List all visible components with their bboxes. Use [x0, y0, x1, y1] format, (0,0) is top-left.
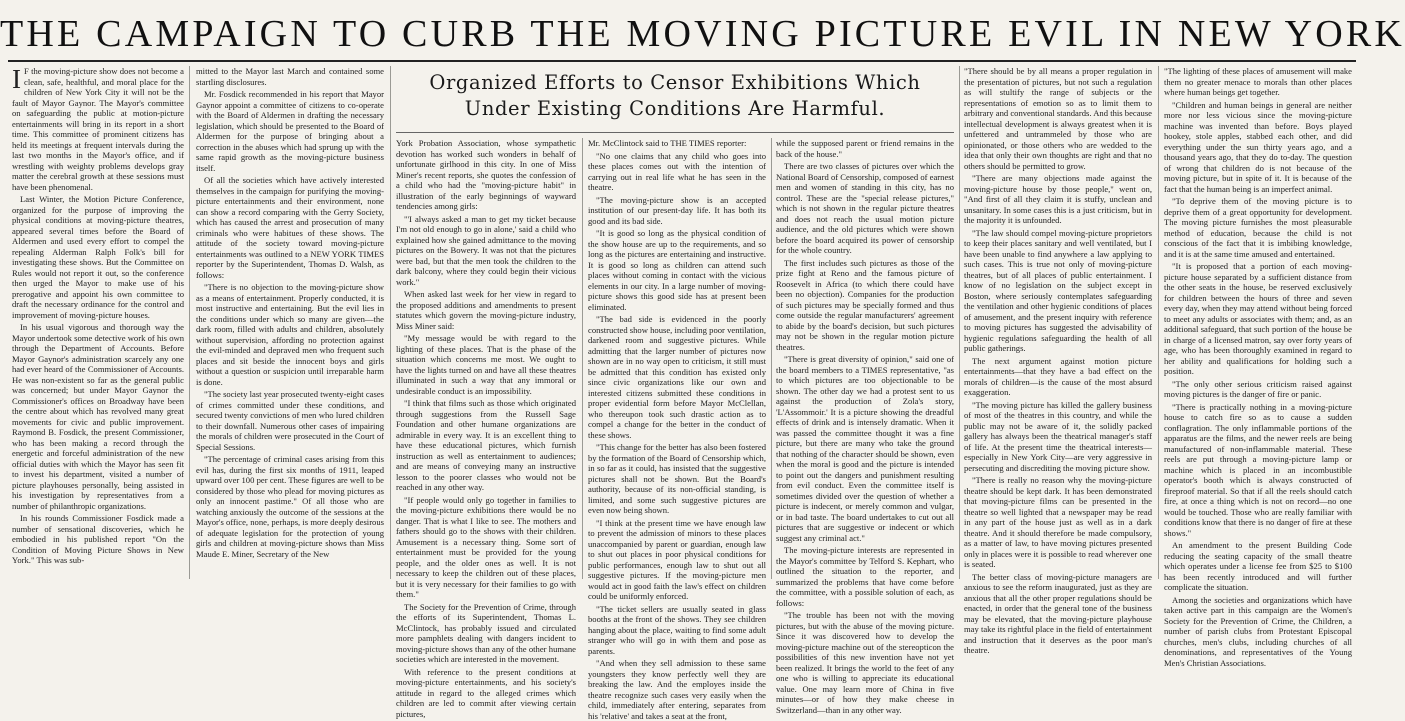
article-paragraph: "There should be by all means a proper regulation in the presentation of pictures, but not such a regulation as will stultify the range of subjects or the representations of emotion so as to limit them to arbitrary and conventional standards. And this because intellectual development is always greatest when it is unfettered and untrammeled by those who are opinionated, or those others who are wedded to the idea that only their own thoughts are right and that no others should be permitted to grow. — [964, 66, 1152, 171]
subheadline — [396, 70, 954, 130]
article-paragraph: The moving-picture interests are represented in the Mayor's committee by Telford S. Kephart, who outlined the situation to the reporter, and summarized the problems that have come before the committee, with a possible solution of each, as follows: — [776, 545, 954, 608]
article-paragraph: "And when they sell admission to these same youngsters they know perfectly well they are breaking the law. And the employes inside the theatre recognize such cases very easily when the child, immediately after entering, separates from his 'relative' and takes a seat at the front, — [588, 658, 766, 721]
article-paragraph: The Society for the Prevention of Crime, through the efforts of its Superintendent, Thomas L. McClintock, has probably issued and circulated more pamphlets dealing with dangers incident to moving-picture shows than any of the other humane societies which are interested in the movement. — [396, 601, 576, 664]
column-divider — [771, 138, 772, 579]
headline-rule — [8, 60, 1356, 62]
article-paragraph: With reference to the present conditions at moving-picture entertainments, and his society's attitude in regard to the alleged crimes which children are led to commit after viewing certain pictures, — [396, 666, 576, 719]
article-paragraph: "It is proposed that a portion of each moving-picture house separated by a sufficient distance from the other seats in the house, be reserved exclusively for children between the hours of three and seven every day, when they may attend without being forced to meet any adults or associates with them; and, as an additional safeguard, that such portion of the house be in charge of a licensed matron, say over forty years of age, who has been thoroughly examined in regard to her ability and qualifications for holding such a position. — [1164, 261, 1352, 376]
article-column-2 — [196, 66, 384, 579]
article-paragraph: "The ticket sellers are usually seated in glass booths at the front of the shows. They see children hanging about the place, waiting to find some adult stranger who will go in with them and pose as parents. — [588, 603, 766, 656]
article-paragraph: mitted to the Mayor last March and contained some startling disclosures. — [196, 66, 384, 87]
article-paragraph: "There is really no reason why the moving-picture theatre should be kept dark. It has been demonstrated that moving-picture films can be presented in the theatre so well lighted that a newspaper may be read in any part of the house just as well as in a dark theatre. And it should therefore be made compulsory, as a matter of law, to have moving pictures presented only in places were it is possible to read wherever one is seated. — [964, 475, 1152, 569]
article-paragraph: "The lighting of these places of amusement will make them no greater menace to morals than other places where human beings get together. — [1164, 66, 1352, 97]
article-paragraph: Of all the societies which have actively interested themselves in the campaign for purifying the moving-picture entertainments and their environment, none can show a record comparing with the Gerry Society, which has caused the arrest and prosecution of many criminals who were habitues of these shows. The attitude of the society toward moving-picture entertainments was outlined to a NEW YORK TIMES reporter by the Superintendent, Thomas D. Walsh, as follows: — [196, 175, 384, 280]
article-paragraph: Last Winter, the Motion Picture Conference, organized for the purpose of improving the physical conditions at moving-picture theatres, appeared several times before the Board of Aldermen and used every effort to compel the repealing Alderman Ralph Folk's bill for investigating these shows. But the Committee on Rules would not report it out, so the conference then urged the Mayor to make use of his prerogative and appoint his own committee to draft the necessary ordinance for the control and improvement of moving-picture houses. — [12, 194, 184, 320]
article-paragraph: "There is no objection to the moving-picture show as a means of entertainment. Properly conducted, it is most instructive and entertaining. But the evil lies in the conditions under which so many are given—the dark room, filled with adults and children, absolutely without supervision, affording no protection against the evil-minded and depraved men who frequent such places and sit beside the innocent boys and girls without a question or suspicion until irreparable harm is done. — [196, 282, 384, 387]
article-paragraph: The better class of moving-picture managers are anxious to see the reform inaugurated, just as they are anxious that all the other proper regulations should be enacted, in order that the general tone of the business may be elevated, that the moving-picture playhouse may take its rightful place in the field of entertainment and instruction that it deserves as the poor man's theatre. — [964, 571, 1152, 655]
article-paragraph: I F the moving-picture show does not become a clean, safe, healthful, and moral place for the children of New York City it will not be the fault of Mayor Gaynor. The Mayor's committee on safeguarding the public at motion-picture entertainments will bring in its report in a short time. This committee of prominent citizens has held its meetings at frequent intervals during the last two months in the Mayor's office, and if wrestling with weighty problems develops gray matter the cerebral growth at these sessions must have been phenomenal. — [12, 64, 184, 192]
article-paragraph: "The percentage of criminal cases arising from this evil has, during the first six months of 1911, leaped upward over 100 per cent. These figures are well to be considered by those who plead for moving pictures as only an innocent pastime." Of all those who are watching anxiously the outcome of the sessions at the Mayor's office, none, perhaps, is more deeply desirous of adequate legislation for the protection of young girls and children at moving-picture shows than Miss Maude E. Miner, Secretary of the New — [196, 454, 384, 559]
article-paragraph: "The law should compel moving-picture proprietors to keep their places sanitary and well ventilated, but I have been unable to find anywhere a law applying to such cases. This is true not only of moving-picture theatres, but of all places of public entertainment. I know of no legislation on the subject except in Boston, where seriously contemplates safeguarding the ventilation and other hygienic conditions of places of amusement, and the present inquiry with reference to moving pictures has suggested the advisability of hygienic regulations safeguarding the health of all public gatherings. — [964, 227, 1152, 353]
article-column-1 — [12, 66, 184, 579]
article-paragraph: "The moving-picture show is an accepted institution of our present-day life. It has both its good and its bad side. — [588, 194, 766, 226]
article-paragraph: "No one claims that any child who goes into these places comes out with the intention of carrying out in real life what he has seen in the theatre. — [588, 150, 766, 192]
article-paragraph: In his usual vigorous and thorough way the Mayor undertook some detective work of his own through the Department of Accounts. Before Mayor Gaynor's administration scarcely any one had ever heard of the Commissioner of Accounts. He was non-existent so far as the general public was concerned; but under Mayor Gaynor the Commissioner's offices on Broadway have been the centre about which has revolved many great movements for civic and public improvement. Raymond B. Fosdick, the present Commissioner, who has been making a record through the energetic and forceful administration of the new official duties with which the Mayor has seen fit to invest his department, visited a number of picture playhouses personally, being assisted in his investigation by representatives from a number of philanthropic organizations. — [12, 322, 184, 511]
article-paragraph: while the supposed parent or friend remains in the back of the house." — [776, 138, 954, 159]
article-paragraph: There are two classes of pictures over which the National Board of Censorship, composed of earnest men and women of standing in this city, has no control. These are the "special release pictures," which is not shown in the regular picture theatres and does not reach the usual motion picture audience, and the old pictures which were shown before the board acquired its power of censorship for the whole country. — [776, 161, 954, 255]
article-paragraph: "The society last year prosecuted twenty-eight cases of crimes committed under these conditions, and secured twenty convictions of men who lured children to their downfall. Numerous other cases of impairing the morals of children were prosecuted in the Court of Special Sessions. — [196, 389, 384, 452]
headline: THE CAMPAIGN TO CURB THE MOVING PICTURE EVIL IN NEW YORK — [0, 13, 1405, 55]
article-paragraph: "The moving picture has killed the gallery business of most of the theatres in this country, and while the public may not be aware of it, the solidly packed gallery has always been the theatrical manager's staff of life. At the present time the theatrical interests—especially in New York City—are very aggressive in persecuting and discrediting the moving picture show. — [964, 399, 1152, 473]
article-paragraph: The first includes such pictures as those of the prize fight at Reno and the famous picture of Roosevelt in Africa (to which there could have been no objection). Companies for the production of such pictures may be specially formed and thus come outside the regular manufacturers' agreement to abide by the board's decision, but such pictures may not be shown in the regular motion picture theatres. — [776, 257, 954, 352]
article-paragraph: "'I always asked a man to get my ticket because I'm not old enough to go in alone,' said a child who explained how she gained admittance to the moving pictures on the Bowery. It was not that the pictures were bad, but that the men took the children to the dark balcony, where they could begin their vicious work." — [396, 213, 576, 287]
article-paragraph: "The trouble has been not with the moving pictures, but with the abuse of the moving picture. Since it was discovered how to develop the moving-picture machine out of the stereopticon the possibilities of this new invention have not yet been realized. It brings the world to the feet of any one who is willing to appreciate its educational value. One may learn more of China in five minutes—or of how they make cheese in Switzerland—than in any other way. — [776, 610, 954, 715]
article-paragraph: "The bad side is evidenced in the poorly constructed show house, including poor ventilation, darkened room and suggestive pictures. While admitting that the larger number of pictures now shown are in no way open to criticism, it still must be admitted that this condition has existed only since civic organizations like our own and interested citizens submitted these conditions in proper evidential form before Mayor McClellan, who thereupon took such drastic action as to compel a change for the better in the conduct of these shows. — [588, 314, 766, 440]
subheadline-line-2: Under Existing Conditions Are Harmful. — [464, 97, 886, 120]
article-paragraph: In his rounds Commissioner Fosdick made a number of sensational discoveries, which he embodied in his published report "On the Condition of Moving Picture Shows in New York." This was sub- — [12, 513, 184, 565]
article-paragraph: "The only other serious criticism raised against moving pictures is the danger of fire or panic. — [1164, 378, 1352, 399]
article-paragraph: When asked last week for her view in regard to the proposed additions and amendments to present statutes which govern the moving-picture industry, Miss Miner said: — [396, 289, 576, 331]
subheadline-rule — [396, 132, 954, 133]
article-column-5 — [776, 138, 954, 715]
article-paragraph: "This change for the better has also been fostered by the formation of the Board of Censorship which, in so far as it could, has insisted that the suggestive pictures shall not be shown. But the Board's authority, because of its non-official standing, is limited, and some such suggestive pictures are even now being shown. — [588, 442, 766, 515]
column-divider — [582, 138, 583, 579]
article-paragraph: "It is good so long as the physical condition of the show house are up to the requirements, and so long as the pictures are entertaining and instructive. It is good so long as children can attend such places without coming in contact with the vicious elements in our city. In a large number of moving-picture shows this good side has at present been eliminated. — [588, 228, 766, 312]
column-divider — [390, 66, 391, 579]
article-paragraph: The next argument against motion picture entertainments—that they have a bad effect on the morals of children—is the cause of the most absurd exaggeration. — [964, 355, 1152, 397]
article-paragraph: "There is practically nothing in a moving-picture house to catch fire so as to cause a sudden conflagration. The only inflammable portions of the apparatus are the films, and the newer reels are being manufactured of non-inflammable material. These reels are put through a moving-picture lamp or machine which is placed in an incombustible operator's booth which is always constructed of fireproof material. So that if all the reels should catch fire, at once a thing which is not on record—no one would be touched. Those who are really familiar with conditions know that there is no danger of fire at these shows." — [1164, 401, 1352, 538]
article-paragraph: An amendment to the present Building Code reducing the seating capacity of the small theatre which operates under a license fee from $25 to $100 has been recently introduced and will further complicate the situation. — [1164, 540, 1352, 592]
article-column-7 — [1164, 66, 1352, 668]
article-column-6 — [964, 66, 1152, 655]
article-column-4 — [588, 138, 766, 721]
article-paragraph: "My message would be with regard to the lighting of these places. That is the phase of the situation which concerns me most. We ought to have the lights turned on and have all these theatres illuminated in such a way that any immoral or undesirable conduct is an impossibility. — [396, 333, 576, 396]
article-paragraph: Among the societies and organizations which have taken active part in this campaign are the Women's Society for the Prevention of Crime, the Children, a number of parish clubs from Protestant Episcopal churches, men's clubs, including churches of all denominations, and representatives of the Young Men's Christian Associations. — [1164, 594, 1352, 668]
drop-cap: I — [12, 64, 21, 94]
column-divider — [959, 66, 960, 579]
article-paragraph: Mr. McClintock said to THE TIMES reporter: — [588, 138, 747, 148]
subheadline-line-1: Organized Efforts to Censor Exhibitions Which — [429, 71, 921, 94]
article-paragraph: "I think at the present time we have enough law to prevent the admission of minors to these places unaccompanied by parent or guardian, enough law to shut out places in poor physical conditions for public performances, enough law to shut out all suggestive pictures. If the moving-picture men would act in good faith the law's effect on children could be uniformly enforced. — [588, 517, 766, 601]
article-paragraph: "There are many objections made against the moving-picture house by those people," went on, "And first of all they claim it is stuffy, unclean and unsanitary. In some cases this is a just criticism, but in the majority it is unfounded. — [964, 173, 1152, 225]
article-paragraph: "If people would only go together in families to the moving-picture exhibitions there would be no danger. That is what I like to see. The mothers and fathers should go to the shows with their children. Amusement is a necessary thing. Some sort of entertainment must be provided for the young people, and the older ones as well. It is not necessary to keep the children out of these places, but it is very necessary for their families to go with them." — [396, 494, 576, 599]
article-paragraph: Mr. Fosdick recommended in his report that Mayor Gaynor appoint a committee of citizens to co-operate with the Board of Aldermen in drafting the necessary legislation, which should be presented to the Board of Aldermen for the purpose of bringing about a correction in the abuses which had sprung up with the same rapid growth as the moving-picture business itself. — [196, 89, 384, 173]
article-paragraph: "I think that films such as those which originated through suggestions from the Russell Sage Foundation and other humane organizations are admirable in every way. It is an excellent thing to have these educational pictures, which furnish instruction as well as entertainment to audiences; and are means of conveying many an instructive lesson to the poorer classes who would not be reached in any other way. — [396, 398, 576, 492]
article-column-3 — [396, 138, 576, 719]
article-paragraph: "Children and human beings in general are neither more nor less vicious since the moving-picture machine was invented than before. Boys played hookey, stole apples, stabbed each other, and did everything under the sun thirty years ago, and a thousand years ago, that they do to-day. The question of wrong that children do is not because of the moving picture, but in spite of it. It is because of the fact that the human being is an imperfect animal. — [1164, 99, 1352, 194]
column-divider — [1158, 66, 1159, 579]
column-divider — [189, 66, 190, 579]
article-paragraph: "To deprive them of the moving picture is to deprive them of a great opportunity for development. The moving picture furnishes the most pleasurable method of education, because the child is not conscious of the fact that it is imbibing knowledge, and it is at the same time amused and entertained. — [1164, 196, 1352, 259]
article-paragraph: "There is great diversity of opinion," said one of the board members to a TIMES representative, "as to which pictures are too objectionable to be shown. The other day we had a protest sent to us against the production of Zola's story, 'L'Assommoir.' It is a picture showing the dreadful effects of drink and is intensely dramatic. When it was passed the committee thought it was a fine picture, but there are many who take the ground that nothing of the character should be shown, even when the moral is good and the picture is intended to point out the dangers and punishment resulting from evil conduct. Even the committee itself is sometimes divided over the question of whether a picture is indecent, or merely common and vulgar, or in bad taste. The board undertakes to cut out all pictures that are suggestive or indecent or which suggest any criminal act." — [776, 354, 954, 543]
article-paragraph: York Probation Association, whose sympathetic devotion has worked such wonders in behalf of unfortunate girlhood in this city. In one of Miss Miner's recent reports, she quotes the confession of a child who had the "moving-picture habit" in illustration of the early beginnings of wayward tendencies among girls: — [396, 138, 576, 211]
